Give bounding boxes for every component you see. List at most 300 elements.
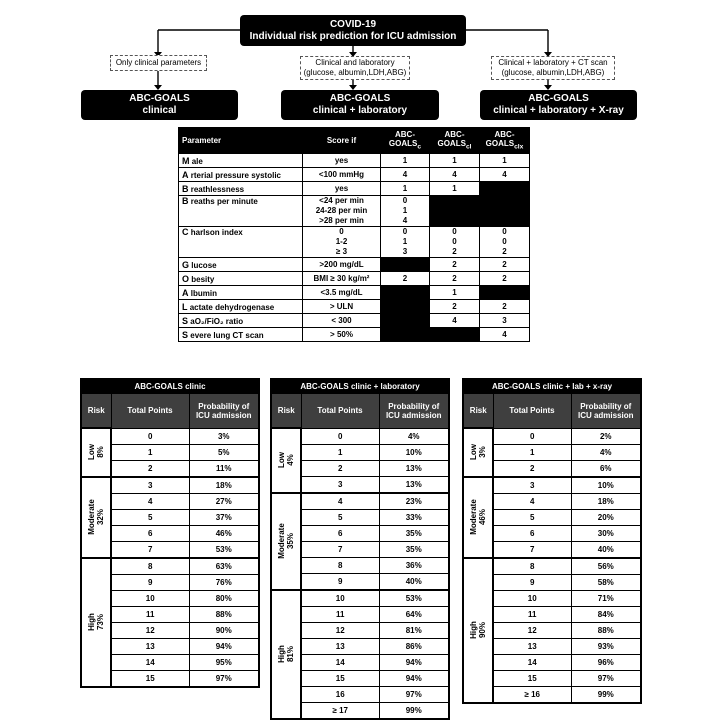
- probability: 5%: [189, 444, 259, 460]
- parameter-row: [179, 272, 530, 286]
- probability: 4%: [571, 444, 641, 460]
- score-value: 0: [402, 196, 408, 205]
- score-condition-line: < 300: [331, 315, 352, 325]
- probability: 13%: [379, 476, 449, 493]
- total-points: 9: [111, 574, 189, 590]
- probability: 11%: [189, 460, 259, 477]
- score-condition: [303, 314, 381, 328]
- parameter-row: [179, 227, 530, 258]
- risk-group-name: Moderate: [277, 523, 286, 559]
- probability: 80%: [189, 590, 259, 606]
- score-value: 2: [502, 247, 507, 256]
- parameter-rest: ale: [191, 156, 203, 166]
- score-condition: [303, 328, 381, 342]
- score-value: 2: [452, 301, 457, 311]
- header-model-sub: clx: [514, 143, 524, 151]
- probability: 20%: [571, 509, 641, 525]
- total-points: 13: [493, 638, 571, 654]
- probability: 81%: [379, 622, 449, 638]
- score-condition: [303, 272, 381, 286]
- total-points: 13: [111, 638, 189, 654]
- risk-group-pct: 35%: [286, 533, 295, 550]
- risk-group-pct: 73%: [96, 614, 105, 631]
- parameter-rest: reaths per minute: [190, 197, 258, 206]
- branch-label-line: Clinical and laboratory: [315, 58, 395, 67]
- score-value: 2: [452, 273, 457, 283]
- total-points: 14: [493, 654, 571, 670]
- score-cl: [430, 300, 480, 314]
- parameter-name: [179, 168, 303, 182]
- probability: 58%: [571, 574, 641, 590]
- risk-group-name: Low: [277, 452, 286, 469]
- probability: 40%: [571, 541, 641, 558]
- score-c-not-applicable: [381, 314, 430, 328]
- branch-label-laboratory: [300, 56, 410, 80]
- risk-group-high: [81, 558, 111, 687]
- risk-group-label: [87, 499, 105, 535]
- score-condition: [303, 286, 381, 300]
- parameter-initial: B: [182, 196, 189, 206]
- parameter-initial: S: [182, 315, 189, 326]
- parameter-table: [178, 127, 530, 342]
- model-line: ABC-GOALS: [528, 93, 589, 104]
- risk-group-high: [463, 558, 493, 703]
- total-points: 2: [111, 460, 189, 477]
- score-c-not-applicable: [381, 300, 430, 314]
- parameter-rest: lucose: [191, 260, 217, 270]
- total-points: 12: [493, 622, 571, 638]
- total-points: 0: [301, 428, 379, 444]
- total-points: 7: [493, 541, 571, 558]
- header-model-name: ABC-GOALS: [485, 129, 515, 148]
- total-points: 11: [111, 606, 189, 622]
- total-points: 8: [301, 557, 379, 573]
- risk-group-label: [87, 444, 105, 460]
- score-value: 1: [502, 155, 507, 165]
- branch-label-line: (glucose, albumin,LDH,ABG): [501, 68, 605, 77]
- probability: 6%: [571, 460, 641, 477]
- score-clx-not-applicable: [480, 196, 530, 227]
- score-value: 0: [402, 227, 408, 236]
- probability: 23%: [379, 493, 449, 510]
- risk-group-pct: 46%: [478, 509, 487, 526]
- probability: 94%: [379, 670, 449, 686]
- total-points: 0: [493, 428, 571, 444]
- risk-group-low: [271, 428, 301, 493]
- risk-group-pct: 8%: [96, 446, 105, 459]
- risk-group-label: [469, 499, 487, 535]
- probability: 95%: [189, 654, 259, 670]
- header-model-cl: [430, 128, 480, 154]
- probability: 86%: [379, 638, 449, 654]
- branch-label-line: (glucose, albumin,LDH,ABG): [303, 68, 407, 77]
- total-points: 2: [493, 460, 571, 477]
- header-total-points: Total Points: [301, 394, 379, 429]
- header-probability: Probability of ICU admission: [571, 394, 641, 429]
- risk-group-pct: 3%: [478, 446, 487, 459]
- score-value: 1: [402, 155, 408, 165]
- total-points: 1: [111, 444, 189, 460]
- parameter-name: [179, 196, 303, 227]
- risk-group-name: Low: [87, 444, 96, 461]
- probability: 18%: [189, 477, 259, 494]
- risk-group-low: [463, 428, 493, 477]
- model-line: ABC-GOALS: [129, 93, 190, 104]
- score-condition: [303, 227, 381, 258]
- risk-group-label: [469, 444, 487, 460]
- model-box-laboratory: [281, 90, 439, 120]
- total-points: 1: [301, 444, 379, 460]
- score-clx: [480, 154, 530, 168]
- prob-table-clinic-lab-xray: [462, 378, 642, 704]
- score-value: 3: [402, 247, 408, 256]
- parameter-table-header: [179, 128, 530, 154]
- probability: 35%: [379, 525, 449, 541]
- probability: 96%: [571, 654, 641, 670]
- parameter-name: [179, 227, 303, 258]
- prob-table-row: [463, 558, 641, 575]
- prob-table-title: ABC-GOALS clinic + laboratory: [271, 379, 449, 394]
- parameter-initial: L: [182, 301, 188, 312]
- total-points: 2: [301, 460, 379, 476]
- total-points: 11: [493, 606, 571, 622]
- score-clx: [480, 227, 530, 258]
- total-points: 4: [111, 493, 189, 509]
- probability: 27%: [189, 493, 259, 509]
- score-value: 0: [502, 227, 507, 236]
- total-points: 8: [111, 558, 189, 575]
- header-risk: Risk: [81, 394, 111, 429]
- prob-table-title-row: [463, 379, 641, 394]
- branch-label-ct: [491, 56, 615, 80]
- total-points: 13: [301, 638, 379, 654]
- total-points: 12: [301, 622, 379, 638]
- probability: 53%: [379, 590, 449, 607]
- score-value: 1: [402, 183, 408, 193]
- parameter-initial: A: [182, 169, 189, 180]
- parameter-rest: harlson index: [190, 228, 243, 237]
- probability: 10%: [571, 477, 641, 494]
- prob-table-row: [463, 477, 641, 494]
- prob-table-header: [463, 394, 641, 429]
- prob-table-title-row: [81, 379, 259, 394]
- parameter-name: [179, 182, 303, 196]
- probability: 88%: [571, 622, 641, 638]
- model-line: clinical + laboratory + X-ray: [493, 105, 624, 116]
- score-value: 2: [402, 273, 408, 283]
- score-condition: [303, 196, 381, 227]
- probability: 84%: [571, 606, 641, 622]
- total-points: 12: [111, 622, 189, 638]
- score-value: 2: [502, 273, 507, 283]
- prob-table-row: [271, 590, 449, 607]
- risk-group-moderate: [463, 477, 493, 558]
- model-line: ABC-GOALS: [329, 93, 391, 104]
- score-condition-line: >28 per min: [319, 216, 364, 225]
- risk-group-label: [277, 452, 295, 468]
- prob-table-row: [81, 428, 259, 444]
- score-clx: [480, 314, 530, 328]
- parameter-row: [179, 286, 530, 300]
- prob-table-title: ABC-GOALS clinic: [81, 379, 259, 394]
- header-risk: Risk: [463, 394, 493, 429]
- score-value: 0: [502, 237, 507, 246]
- total-points: 1: [493, 444, 571, 460]
- probability: 53%: [189, 541, 259, 558]
- score-cl: [430, 286, 480, 300]
- model-line: clinical: [142, 105, 177, 116]
- score-clx: [480, 328, 530, 342]
- score-cl-not-applicable: [430, 196, 480, 227]
- header-model-clx: [480, 128, 530, 154]
- risk-group-pct: 90%: [478, 622, 487, 639]
- parameter-name: [179, 300, 303, 314]
- parameter-row: [179, 328, 530, 342]
- score-condition-line: yes: [334, 155, 349, 165]
- parameter-rest: rterial pressure systolic: [190, 170, 282, 180]
- branch-label-clinical: [110, 55, 207, 71]
- probability: 2%: [571, 428, 641, 444]
- score-c: [381, 272, 430, 286]
- branch-label-line: Only clinical parameters: [115, 58, 202, 67]
- parameter-rest: aO₂/FiO₂ ratio: [190, 316, 244, 326]
- score-c: [381, 227, 430, 258]
- total-points: 14: [301, 654, 379, 670]
- header-model-name: ABC-GOALS: [437, 129, 466, 148]
- score-value: 1: [452, 287, 457, 297]
- score-condition: [303, 154, 381, 168]
- root-subtitle: Individual risk prediction for ICU admission: [249, 30, 457, 42]
- score-condition-line: > ULN: [329, 301, 354, 311]
- header-model-sub: cl: [465, 143, 472, 151]
- probability: 63%: [189, 558, 259, 575]
- header-parameter: Parameter: [179, 128, 303, 154]
- score-condition-line: <100 mmHg: [318, 169, 365, 179]
- risk-group-name: High: [277, 645, 286, 663]
- parameter-row: [179, 168, 530, 182]
- parameter-row: [179, 154, 530, 168]
- probability: 18%: [571, 493, 641, 509]
- parameter-rest: evere lung CT scan: [190, 330, 264, 340]
- score-value: 2: [502, 301, 507, 311]
- parameter-initial: S: [182, 329, 189, 340]
- score-cl-not-applicable: [430, 328, 480, 342]
- probability: 94%: [189, 638, 259, 654]
- parameter-name: [179, 328, 303, 342]
- score-condition-line: >200 mg/dL: [319, 259, 364, 269]
- probability: 93%: [571, 638, 641, 654]
- score-value: 4: [502, 329, 507, 339]
- score-condition-line: yes: [334, 183, 349, 193]
- probability: 35%: [379, 541, 449, 557]
- score-clx-not-applicable: [480, 182, 530, 196]
- score-c-not-applicable: [381, 258, 430, 272]
- prob-table-title: ABC-GOALS clinic + lab + x-ray: [463, 379, 641, 394]
- total-points: 6: [111, 525, 189, 541]
- score-c-not-applicable: [381, 286, 430, 300]
- total-points: 16: [301, 686, 379, 702]
- total-points: 7: [111, 541, 189, 558]
- prob-table-header: [81, 394, 259, 429]
- parameter-initial: A: [182, 287, 189, 298]
- parameter-initial: C: [182, 227, 189, 237]
- score-value: 1: [452, 155, 457, 165]
- prob-table-header: [271, 394, 449, 429]
- parameter-initial: G: [182, 259, 190, 270]
- score-condition-line: ≥ 3: [335, 247, 348, 256]
- header-score-if: Score if: [303, 128, 381, 154]
- score-condition-line: > 50%: [330, 329, 353, 339]
- header-probability: Probability of ICU admission: [379, 394, 449, 429]
- total-points: 5: [301, 509, 379, 525]
- prob-table-clinic: [80, 378, 260, 688]
- parameter-row: [179, 182, 530, 196]
- risk-group-moderate: [271, 493, 301, 590]
- parameter-name: [179, 286, 303, 300]
- score-cl: [430, 314, 480, 328]
- total-points: 15: [301, 670, 379, 686]
- risk-group-pct: 81%: [286, 646, 295, 663]
- parameter-rest: reathlessness: [190, 184, 245, 194]
- prob-table-clinic-laboratory: [270, 378, 450, 720]
- risk-group-name: Low: [469, 444, 478, 461]
- total-points: 10: [493, 590, 571, 606]
- header-probability: Probability of ICU admission: [189, 394, 259, 429]
- probability: 37%: [189, 509, 259, 525]
- prob-table-title-row: [271, 379, 449, 394]
- score-condition-line: 0: [339, 227, 344, 236]
- total-points: 15: [111, 670, 189, 687]
- total-points: ≥ 17: [301, 702, 379, 719]
- probability: 99%: [571, 686, 641, 703]
- total-points: 10: [301, 590, 379, 607]
- probability: 33%: [379, 509, 449, 525]
- risk-group-name: Moderate: [469, 499, 478, 535]
- score-value: 1: [452, 183, 457, 193]
- score-c: [381, 196, 430, 227]
- score-value: 2: [502, 259, 507, 269]
- risk-group-high: [271, 590, 301, 719]
- parameter-initial: M: [182, 155, 190, 166]
- risk-group-label: [277, 523, 295, 559]
- score-condition: [303, 182, 381, 196]
- probability: 40%: [379, 573, 449, 590]
- risk-group-name: High: [469, 621, 478, 639]
- parameter-rest: lbumin: [190, 288, 217, 298]
- total-points: 0: [111, 428, 189, 444]
- model-box-clinical: [81, 90, 238, 120]
- score-condition-line: BMI ≥ 30 kg/m²: [313, 273, 370, 283]
- score-value: 1: [402, 237, 408, 246]
- model-line: clinical + laboratory: [312, 105, 408, 116]
- total-points: 7: [301, 541, 379, 557]
- parameter-name: [179, 154, 303, 168]
- branch-label-line: Clinical + laboratory + CT scan: [498, 58, 608, 67]
- score-value: 2: [452, 247, 457, 256]
- root-title: COVID-19: [329, 18, 377, 30]
- score-condition-line: <3.5 mg/dL: [320, 287, 363, 297]
- probability: 71%: [571, 590, 641, 606]
- prob-table-row: [81, 477, 259, 494]
- score-cl: [430, 227, 480, 258]
- probability: 99%: [379, 702, 449, 719]
- score-value: 4: [452, 169, 457, 179]
- probability: 30%: [571, 525, 641, 541]
- score-clx: [480, 258, 530, 272]
- probability: 94%: [379, 654, 449, 670]
- score-c: [381, 154, 430, 168]
- probability: 64%: [379, 606, 449, 622]
- total-points: 3: [111, 477, 189, 494]
- score-clx-not-applicable: [480, 286, 530, 300]
- risk-group-label: [277, 645, 295, 663]
- total-points: 3: [493, 477, 571, 494]
- header-model-name: ABC-GOALS: [388, 129, 418, 148]
- score-clx: [480, 272, 530, 286]
- probability: 56%: [571, 558, 641, 575]
- score-value: 4: [452, 315, 457, 325]
- score-c-not-applicable: [381, 328, 430, 342]
- score-cl: [430, 258, 480, 272]
- header-total-points: Total Points: [493, 394, 571, 429]
- parameter-name: [179, 272, 303, 286]
- risk-group-pct: 32%: [96, 509, 105, 526]
- header-risk: Risk: [271, 394, 301, 429]
- total-points: ≥ 16: [493, 686, 571, 703]
- score-condition-line: 24-28 per min: [315, 206, 368, 215]
- parameter-rest: actate dehydrogenase: [189, 302, 275, 312]
- probability: 90%: [189, 622, 259, 638]
- total-points: 4: [301, 493, 379, 510]
- total-points: 14: [111, 654, 189, 670]
- total-points: 3: [301, 476, 379, 493]
- probability: 13%: [379, 460, 449, 476]
- parameter-table-body: [179, 154, 530, 342]
- score-value: 3: [502, 315, 507, 325]
- score-cl: [430, 154, 480, 168]
- probability: 46%: [189, 525, 259, 541]
- total-points: 5: [493, 509, 571, 525]
- score-c: [381, 168, 430, 182]
- score-condition-line: <24 per min: [319, 196, 364, 205]
- total-points: 5: [111, 509, 189, 525]
- total-points: 11: [301, 606, 379, 622]
- parameter-name: [179, 258, 303, 272]
- parameter-initial: B: [182, 183, 189, 194]
- header-model-c: [381, 128, 430, 154]
- score-c: [381, 182, 430, 196]
- total-points: 9: [301, 573, 379, 590]
- prob-table-row: [271, 493, 449, 510]
- score-value: 4: [502, 169, 507, 179]
- risk-group-label: [87, 613, 105, 631]
- parameter-name: [179, 314, 303, 328]
- total-points: 9: [493, 574, 571, 590]
- score-cl: [430, 272, 480, 286]
- risk-group-moderate: [81, 477, 111, 558]
- parameter-row: [179, 196, 530, 227]
- risk-group-name: High: [87, 613, 96, 631]
- total-points: 10: [111, 590, 189, 606]
- score-condition: [303, 168, 381, 182]
- probability: 36%: [379, 557, 449, 573]
- risk-group-pct: 4%: [286, 454, 295, 467]
- prob-table-row: [81, 558, 259, 575]
- total-points: 4: [493, 493, 571, 509]
- risk-group-label: [469, 621, 487, 639]
- score-value: 4: [402, 216, 408, 225]
- score-condition: [303, 300, 381, 314]
